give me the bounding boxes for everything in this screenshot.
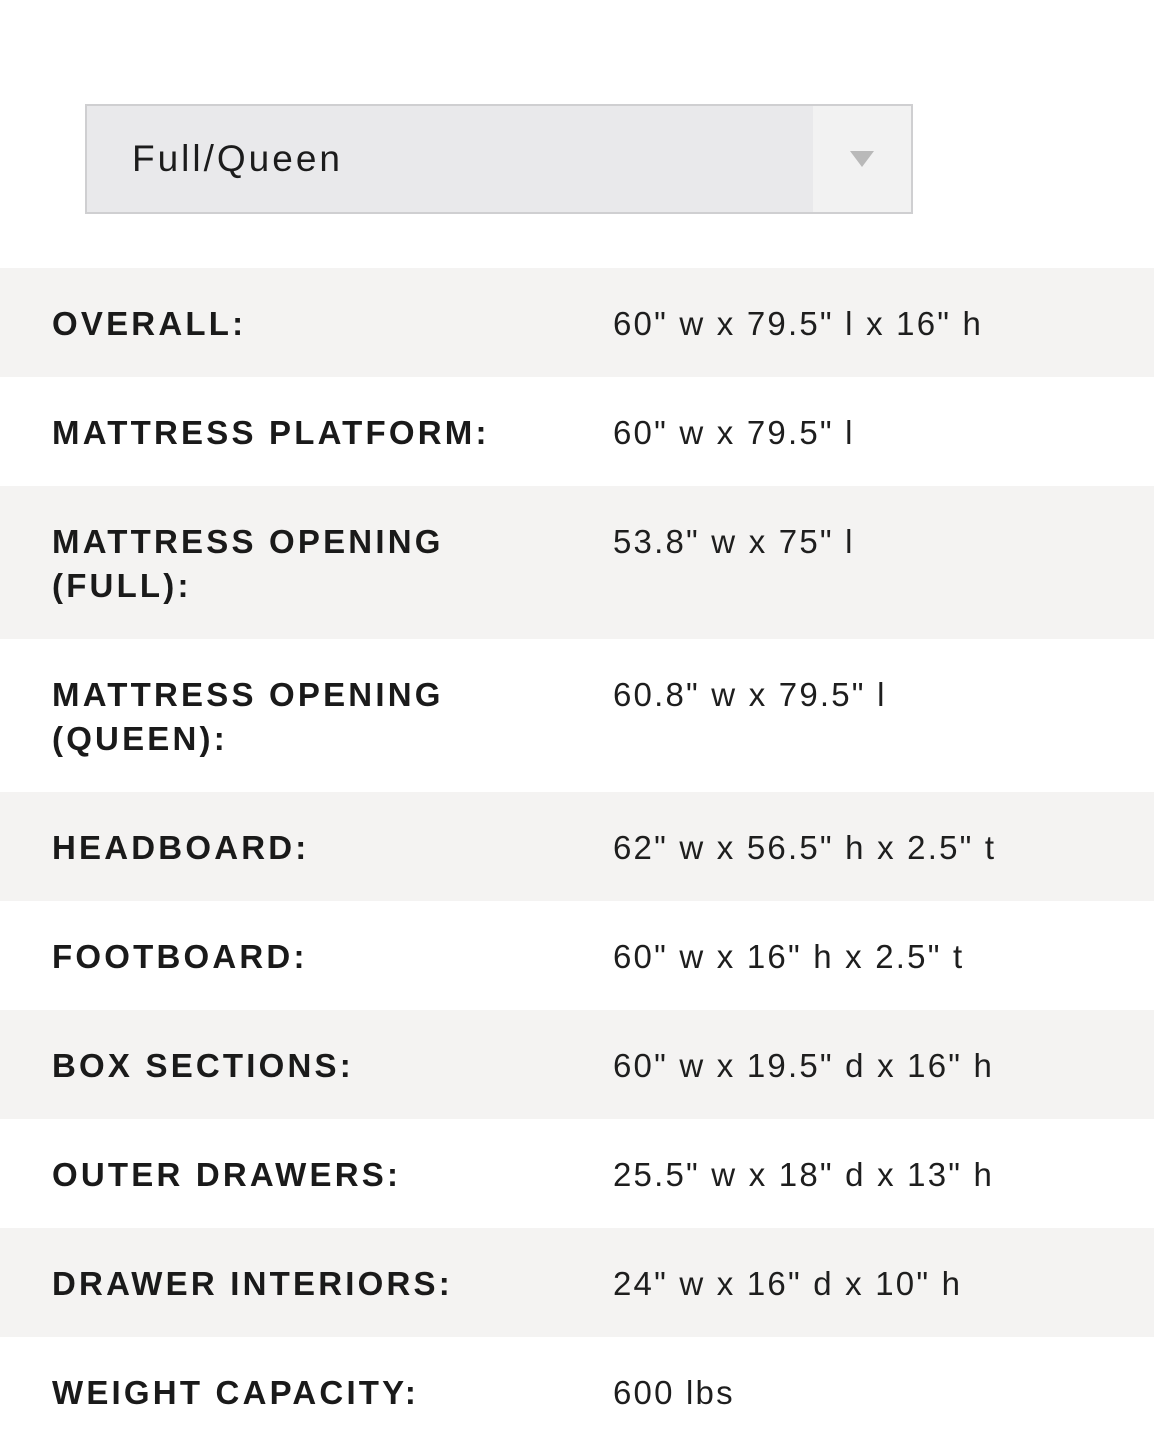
size-select-value: Full/Queen (132, 138, 343, 179)
spec-table (0, 268, 1154, 1446)
size-select-arrow-button[interactable] (813, 106, 911, 212)
spec-label: FOOTBOARD: (52, 938, 308, 975)
spec-label: MATTRESS OPENING (FULL): (52, 523, 444, 604)
spec-value: 60" w x 79.5" l x 16" h (613, 305, 984, 342)
spec-row-box-sections (0, 1010, 1154, 1119)
spec-label: BOX SECTIONS: (52, 1047, 354, 1084)
spec-value: 600 lbs (613, 1374, 735, 1411)
size-select[interactable] (85, 104, 913, 214)
spec-value: 53.8" w x 75" l (613, 523, 855, 560)
spec-label: OVERALL: (52, 305, 247, 342)
spec-row-headboard (0, 792, 1154, 901)
spec-row-footboard (0, 901, 1154, 1010)
spec-label: MATTRESS OPENING (QUEEN): (52, 676, 444, 757)
spec-row-drawer-interiors (0, 1228, 1154, 1337)
spec-value: 60.8" w x 79.5" l (613, 676, 887, 713)
spec-value: 25.5" w x 18" d x 13" h (613, 1156, 995, 1193)
spec-value: 24" w x 16" d x 10" h (613, 1265, 963, 1302)
spec-row-mattress-opening-full (0, 486, 1154, 639)
spec-label: OUTER DRAWERS: (52, 1156, 402, 1193)
spec-row-outer-drawers (0, 1119, 1154, 1228)
spec-value: 60" w x 79.5" l (613, 414, 855, 451)
spec-row-mattress-opening-queen (0, 639, 1154, 792)
spec-value: 60" w x 16" h x 2.5" t (613, 938, 965, 975)
spec-value: 60" w x 19.5" d x 16" h (613, 1047, 995, 1084)
spec-label: HEADBOARD: (52, 829, 310, 866)
spec-label: MATTRESS PLATFORM: (52, 414, 490, 451)
spec-label: WEIGHT CAPACITY: (52, 1374, 420, 1411)
spec-label: DRAWER INTERIORS: (52, 1265, 453, 1302)
spec-row-weight-capacity (0, 1337, 1154, 1446)
chevron-down-icon (850, 151, 874, 167)
spec-row-overall (0, 268, 1154, 377)
spec-value: 62" w x 56.5" h x 2.5" t (613, 829, 997, 866)
spec-row-mattress-platform (0, 377, 1154, 486)
